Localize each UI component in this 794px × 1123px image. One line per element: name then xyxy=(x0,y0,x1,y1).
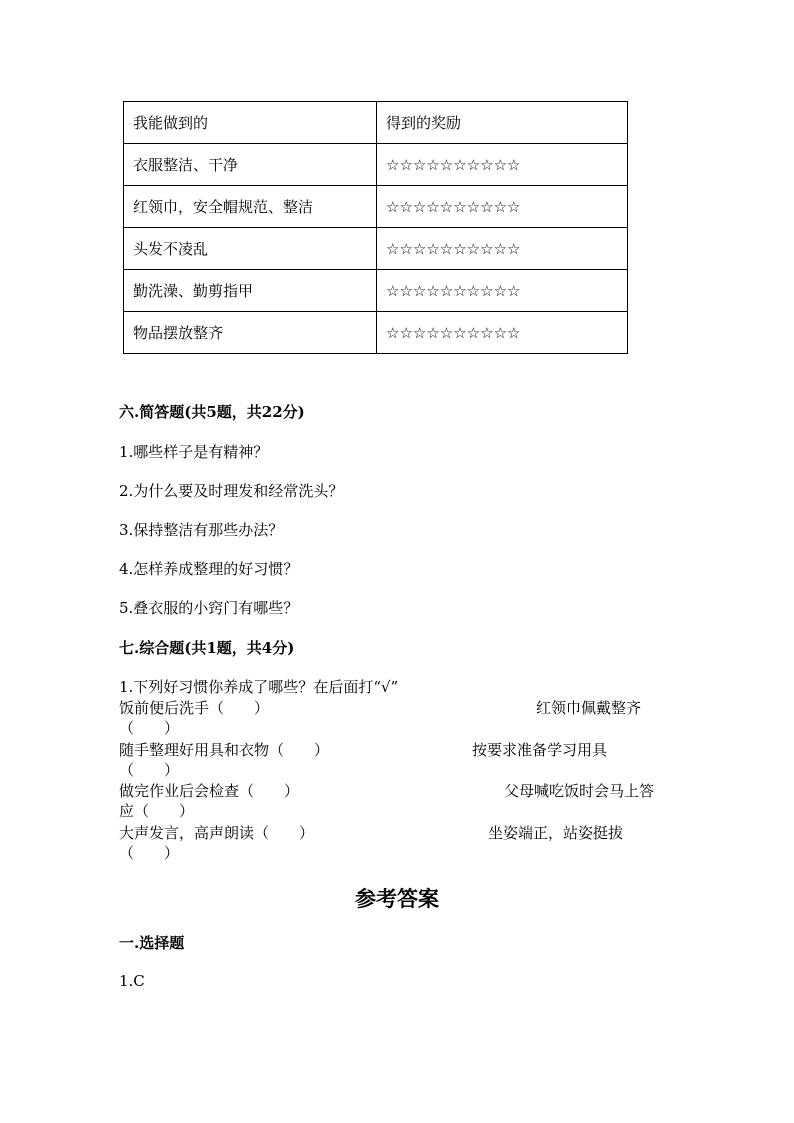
star-rating-cell: ☆☆☆☆☆☆☆☆☆☆ xyxy=(377,312,628,354)
table-header-row xyxy=(124,102,628,144)
habit-right: 父母喊吃饭时会马上答 xyxy=(504,782,655,800)
question-1: 1.哪些样子是有精神？ xyxy=(119,443,269,461)
table-row xyxy=(124,312,628,354)
star-rating-cell: ☆☆☆☆☆☆☆☆☆☆ xyxy=(377,228,628,270)
star-rating-cell: ☆☆☆☆☆☆☆☆☆☆ xyxy=(377,270,628,312)
header-cell: 得到的奖励 xyxy=(377,102,628,144)
answer-1: 1.C xyxy=(119,972,145,990)
habit-right-wrap: （ ） xyxy=(119,719,180,737)
habit-right: 坐姿端正，站姿挺拔 xyxy=(488,824,624,842)
habit-right-wrap: （ ） xyxy=(119,761,180,779)
item-cell: 勤洗澡、勤剪指甲 xyxy=(124,270,377,312)
question-4: 4.怎样养成整理的好习惯？ xyxy=(119,560,299,578)
habit-right: 按要求准备学习用具 xyxy=(472,741,608,759)
section6-heading: 六.简答题(共5题，共22分) xyxy=(119,403,305,421)
item-cell: 红领巾，安全帽规范、整洁 xyxy=(124,186,377,228)
answers-title: 参考答案 xyxy=(355,886,439,911)
question-2: 2.为什么要及时理发和经常洗头？ xyxy=(119,482,344,500)
reward-table xyxy=(123,101,628,354)
question-5: 5.叠衣服的小窍门有哪些？ xyxy=(119,599,299,617)
question-3: 3.保持整洁有那些办法？ xyxy=(119,521,284,539)
table-row xyxy=(124,228,628,270)
answers-section1-heading: 一.选择题 xyxy=(119,934,185,952)
section7-question: 1.下列好习惯你养成了哪些？在后面打“√” xyxy=(119,678,399,696)
habit-left: 随手整理好用具和衣物（ ） xyxy=(119,741,330,759)
star-rating-cell: ☆☆☆☆☆☆☆☆☆☆ xyxy=(377,144,628,186)
habit-right-wrap: 应（ ） xyxy=(119,802,195,820)
item-cell: 衣服整洁、干净 xyxy=(124,144,377,186)
habit-left: 做完作业后会检查（ ） xyxy=(119,782,300,800)
table-row xyxy=(124,144,628,186)
habit-right: 红领巾佩戴整齐 xyxy=(536,699,642,717)
habit-left: 饭前便后洗手（ ） xyxy=(119,699,270,717)
habit-right-wrap: （ ） xyxy=(119,844,180,862)
star-rating-cell: ☆☆☆☆☆☆☆☆☆☆ xyxy=(377,186,628,228)
table-row xyxy=(124,186,628,228)
header-cell: 我能做到的 xyxy=(124,102,377,144)
item-cell: 物品摆放整齐 xyxy=(124,312,377,354)
item-cell: 头发不凌乱 xyxy=(124,228,377,270)
habit-left: 大声发言，高声朗读（ ） xyxy=(119,824,315,842)
table-row xyxy=(124,270,628,312)
section7-heading: 七.综合题(共1题，共4分) xyxy=(119,639,295,657)
